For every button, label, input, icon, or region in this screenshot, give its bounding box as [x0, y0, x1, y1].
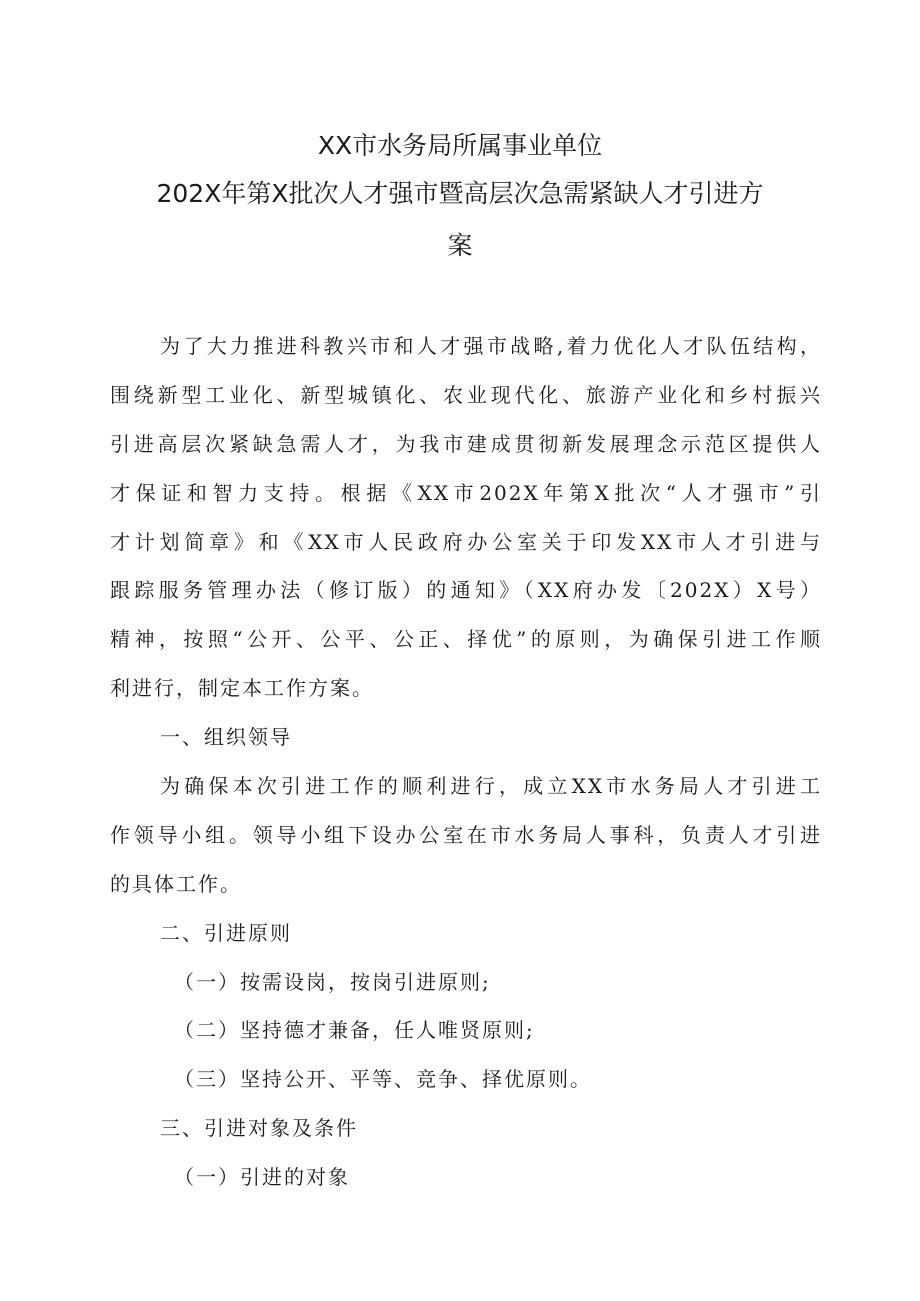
document-body	[110, 326, 822, 1206]
intro-paragraph-line-2: 围绕新型工业化、新型城镇化、农业现代化、旅游产业化和乡村振兴	[110, 382, 822, 407]
section-heading-principles: 二、引进原则	[160, 920, 292, 945]
targets-subheading-1: （一）引进的对象	[174, 1165, 350, 1190]
principle-item-1: （一）按需设岗，按岗引进原则;	[174, 969, 491, 994]
intro-paragraph-line-6: 跟踪服务管理办法（修订版）的通知》（XX府办发〔202X）X号）	[110, 578, 822, 603]
intro-paragraph-line-4: 才保证和智力支持。根据《XX市202X年第X批次“人才强市”引	[110, 480, 822, 505]
section-heading-organization: 一、组织领导	[160, 725, 292, 750]
intro-paragraph-line-7: 精神，按照“公开、公平、公正、择优”的原则，为确保引进工作顺	[110, 627, 822, 652]
intro-paragraph-line-3: 引进高层次紧缺急需人才，为我市建成贯彻新发展理念示范区提供人	[110, 431, 822, 456]
intro-paragraph-line-8: 利进行，制定本工作方案。	[110, 676, 374, 701]
intro-paragraph-line-1: 为了大力推进科教兴市和人才强市战略,着力优化人才队伍结构，	[160, 334, 822, 358]
organization-paragraph-line-2: 作领导小组。领导小组下设办公室在市水务局人事科，负责人才引进	[110, 822, 822, 847]
section-heading-targets: 三、引进对象及条件	[160, 1116, 358, 1141]
principle-item-3: （三）坚持公开、平等、竞争、择优原则。	[174, 1067, 592, 1092]
organization-paragraph-line-3: 的具体工作。	[110, 871, 242, 896]
principle-item-2: （二）坚持德才兼备，任人唯贤原则;	[174, 1018, 535, 1043]
document-title-line-3: 案	[447, 231, 473, 260]
intro-paragraph-line-5: 才计划简章》和《XX市人民政府办公室关于印发XX市人才引进与	[110, 529, 822, 554]
organization-paragraph-line-1: 为确保本次引进工作的顺利进行，成立XX市水务局人才引进工	[160, 774, 822, 799]
document-title-line-2: 202X年第X批次人才强市暨高层次急需紧缺人才引进方	[156, 179, 764, 208]
document-title-line-1: XX市水务局所属事业单位	[317, 131, 603, 160]
